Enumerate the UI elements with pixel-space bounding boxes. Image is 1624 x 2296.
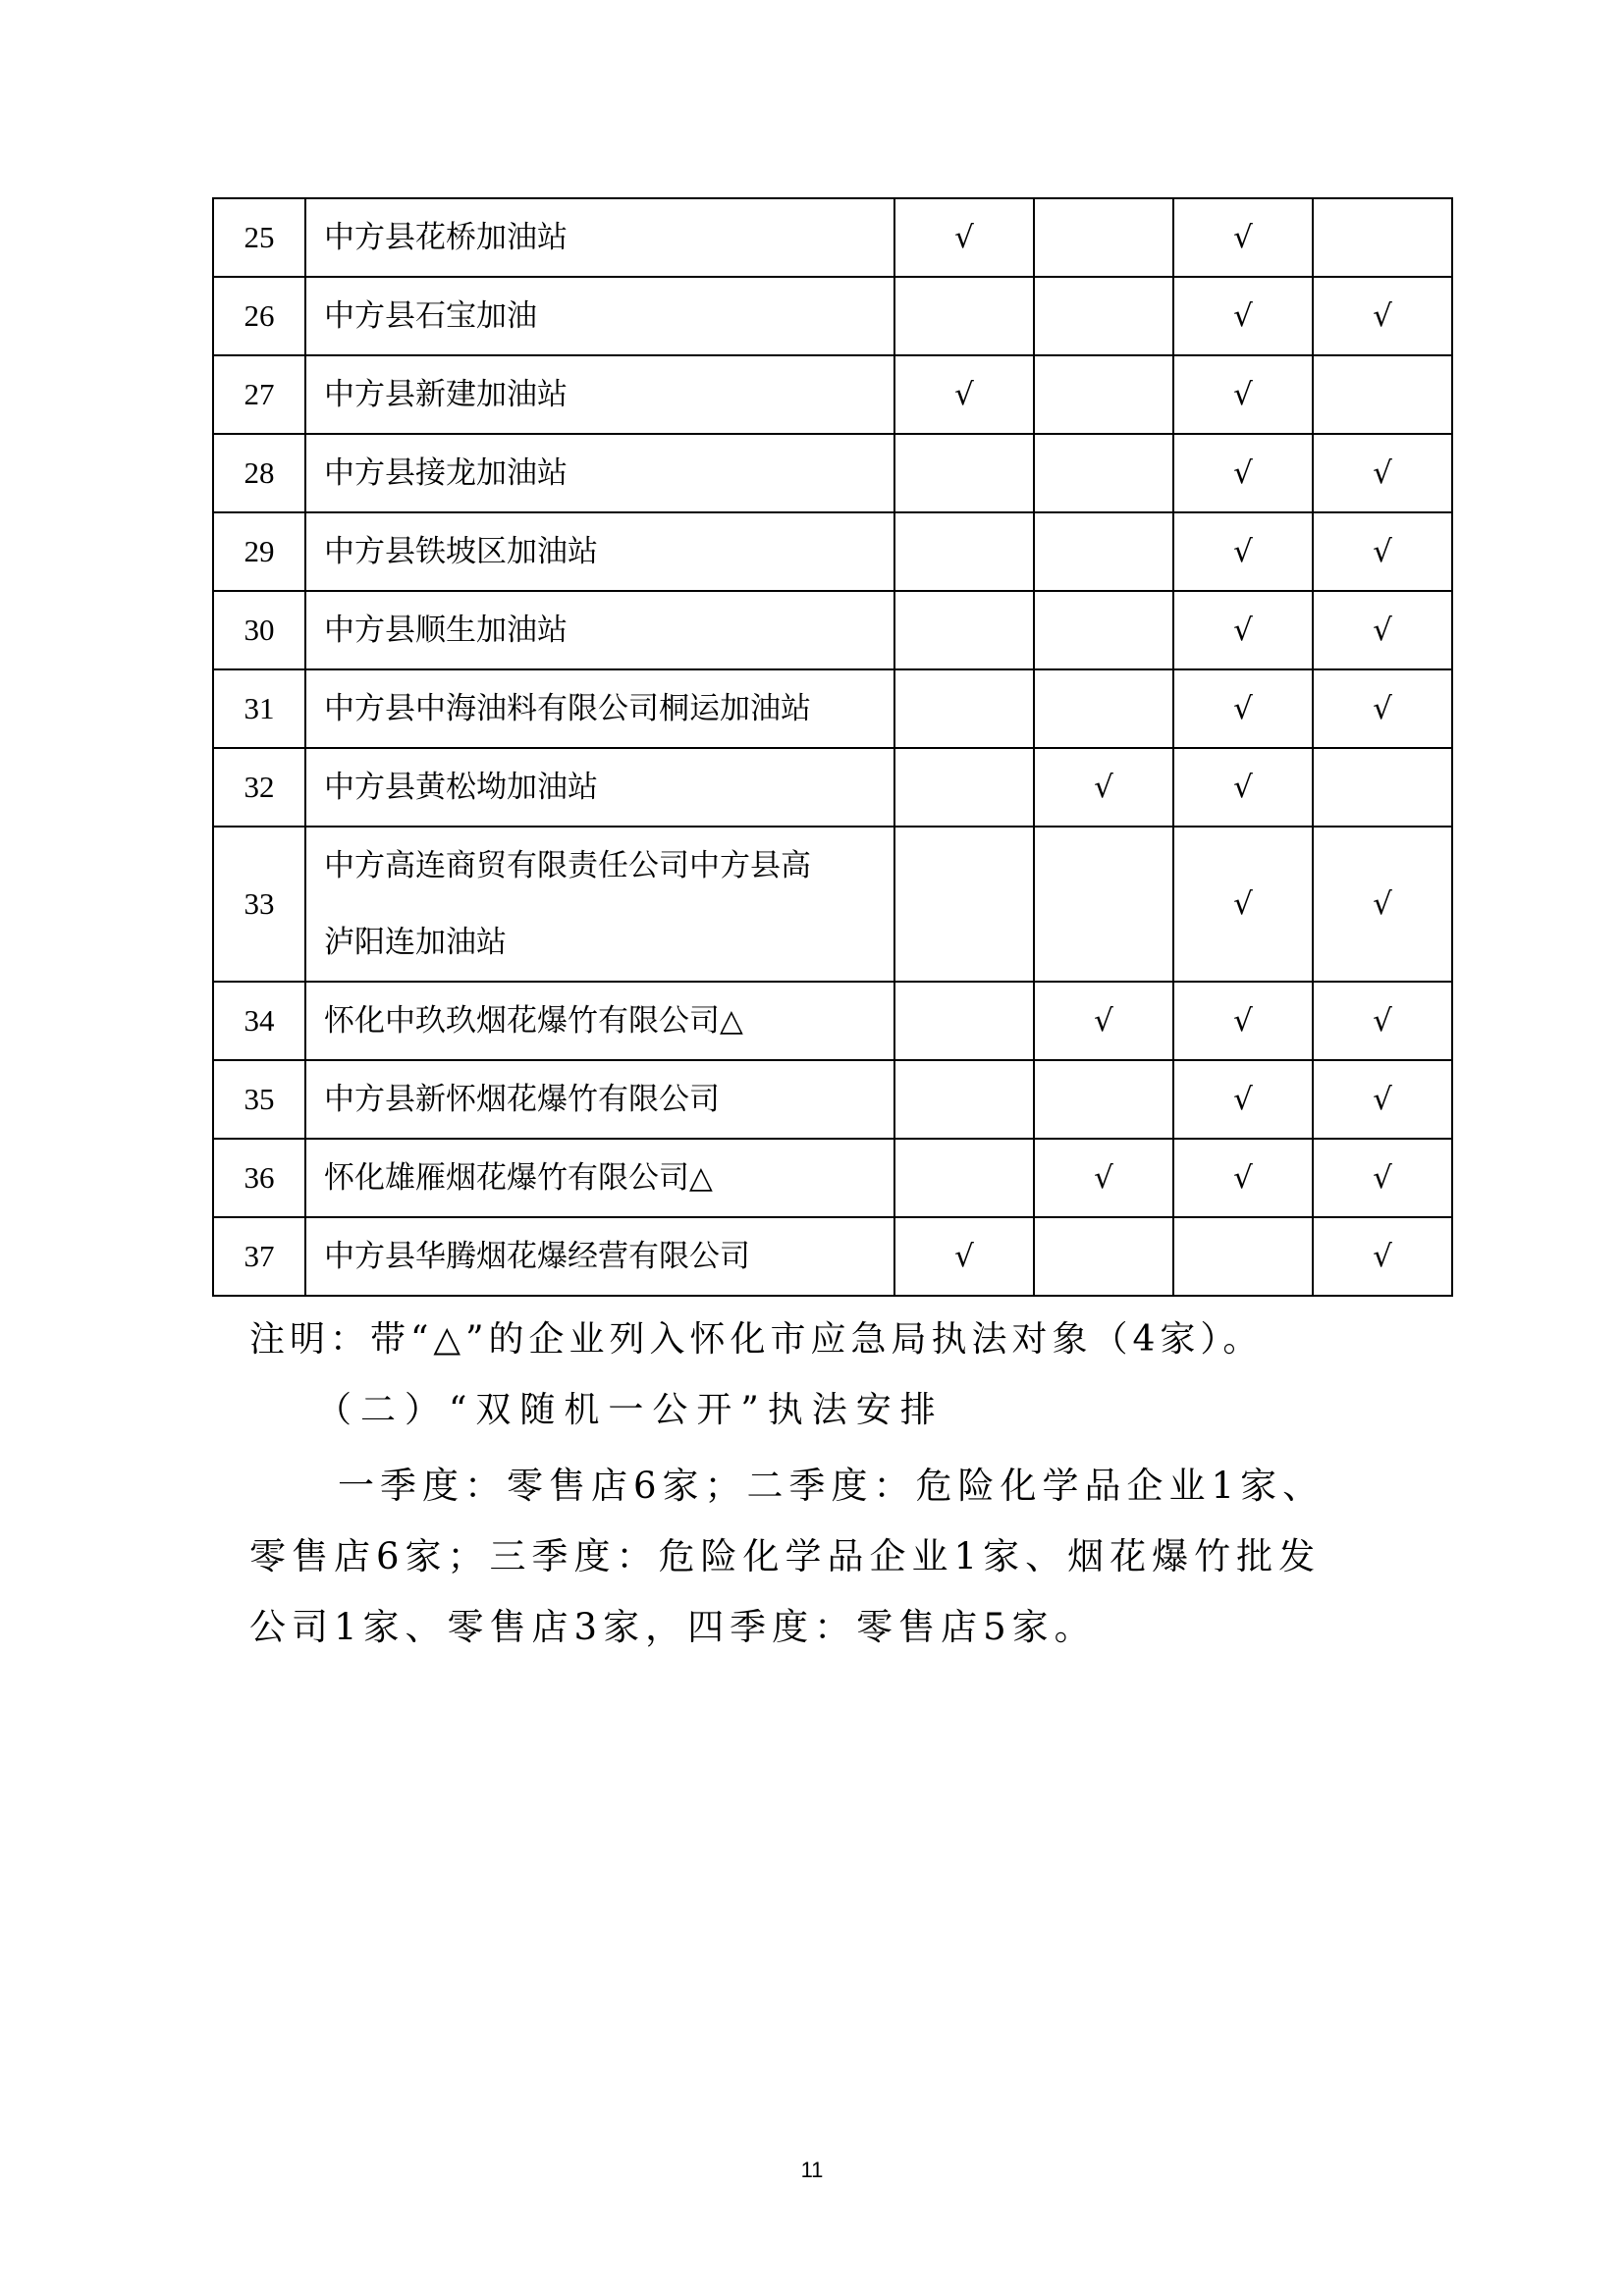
check-cell — [894, 277, 1034, 355]
row-number: 31 — [213, 669, 305, 748]
table-row — [213, 591, 1452, 669]
row-number: 36 — [213, 1139, 305, 1217]
row-number: 27 — [213, 355, 305, 434]
row-number: 37 — [213, 1217, 305, 1296]
enterprise-name-line: 中方县顺生加油站 — [324, 613, 568, 648]
check-cell: √ — [1173, 355, 1313, 434]
check-cell: √ — [894, 198, 1034, 277]
row-number: 34 — [213, 982, 305, 1060]
paragraph-line: 公司1家、零售店3家，四季度：零售店5家。 — [249, 1606, 1097, 1648]
check-cell: √ — [1313, 591, 1452, 669]
check-cell: √ — [1313, 982, 1452, 1060]
check-cell — [1034, 277, 1173, 355]
check-cell: √ — [1173, 434, 1313, 512]
table-row — [213, 512, 1452, 591]
check-cell — [894, 1139, 1034, 1217]
enterprise-name — [305, 669, 894, 748]
section-heading: （二）“双随机一公开”执法安排 — [316, 1390, 945, 1430]
enterprise-name — [305, 982, 894, 1060]
check-cell — [1034, 198, 1173, 277]
row-number: 28 — [213, 434, 305, 512]
table-note: 注明：带“△”的企业列入怀化市应急局执法对象（4家）。 — [249, 1319, 1264, 1360]
check-cell: √ — [1173, 591, 1313, 669]
enterprise-name-line: 中方县花桥加油站 — [324, 220, 568, 255]
enterprise-name — [305, 827, 894, 982]
check-cell: √ — [1313, 827, 1452, 982]
check-cell: √ — [1173, 1139, 1313, 1217]
table-row — [213, 982, 1452, 1060]
check-cell — [1034, 1060, 1173, 1139]
check-cell — [1034, 1217, 1173, 1296]
page-number: 11 — [800, 2158, 824, 2182]
check-cell — [1034, 434, 1173, 512]
check-cell: √ — [1034, 1139, 1173, 1217]
check-cell — [894, 748, 1034, 827]
check-cell: √ — [1313, 434, 1452, 512]
paragraph-line: 一季度：零售店6家；二季度：危险化学品企业1家、 — [338, 1465, 1326, 1507]
table-row — [213, 669, 1452, 748]
table-row — [213, 434, 1452, 512]
table-row — [213, 1139, 1452, 1217]
table-row — [213, 1060, 1452, 1139]
check-cell — [1173, 1217, 1313, 1296]
table-row — [213, 748, 1452, 827]
check-cell: √ — [1173, 198, 1313, 277]
table-row — [213, 198, 1452, 277]
check-cell: √ — [1313, 277, 1452, 355]
check-cell — [1034, 669, 1173, 748]
check-cell — [1034, 355, 1173, 434]
row-number: 25 — [213, 198, 305, 277]
check-cell: √ — [1313, 1217, 1452, 1296]
check-cell: √ — [1173, 1060, 1313, 1139]
check-cell — [894, 669, 1034, 748]
enterprise-name-line: 泸阳连加油站 — [324, 925, 507, 960]
enterprise-name-line: 怀化雄雁烟花爆竹有限公司△ — [324, 1160, 713, 1196]
check-cell: √ — [1034, 748, 1173, 827]
check-cell — [894, 827, 1034, 982]
table-row — [213, 827, 1452, 982]
enterprise-name-line: 中方县华腾烟花爆经营有限公司 — [324, 1239, 750, 1274]
check-cell: √ — [1313, 1139, 1452, 1217]
schedule-paragraph — [249, 1451, 1388, 1663]
enterprise-name — [305, 1139, 894, 1217]
check-cell: √ — [1173, 277, 1313, 355]
row-number: 33 — [213, 827, 305, 982]
check-cell: √ — [1173, 982, 1313, 1060]
check-cell: √ — [1173, 512, 1313, 591]
enterprise-name — [305, 277, 894, 355]
check-cell: √ — [894, 355, 1034, 434]
enterprise-name — [305, 434, 894, 512]
row-number: 26 — [213, 277, 305, 355]
enterprise-name-line: 中方高连商贸有限责任公司中方县高 — [324, 848, 811, 883]
check-cell — [1313, 355, 1452, 434]
row-number: 29 — [213, 512, 305, 591]
check-cell — [894, 434, 1034, 512]
paragraph-line: 零售店6家；三季度：危险化学品企业1家、烟花爆竹批发 — [249, 1535, 1322, 1577]
enterprise-name — [305, 198, 894, 277]
check-cell — [1313, 198, 1452, 277]
check-cell — [1034, 512, 1173, 591]
check-cell: √ — [1173, 827, 1313, 982]
check-cell: √ — [1173, 669, 1313, 748]
check-cell: √ — [1313, 512, 1452, 591]
enterprise-name-line: 中方县铁坡区加油站 — [324, 534, 598, 569]
check-cell — [1034, 591, 1173, 669]
enterprise-name-line: 中方县黄松坳加油站 — [324, 770, 598, 805]
enterprise-name-line: 中方县中海油料有限公司桐运加油站 — [324, 691, 811, 726]
check-cell — [1313, 748, 1452, 827]
row-number: 30 — [213, 591, 305, 669]
check-cell — [894, 1060, 1034, 1139]
table-row — [213, 1217, 1452, 1296]
enterprise-name — [305, 748, 894, 827]
enterprise-name-line: 中方县新建加油站 — [324, 377, 568, 412]
row-number: 32 — [213, 748, 305, 827]
inspection-table — [212, 197, 1453, 1297]
check-cell — [894, 512, 1034, 591]
check-cell — [1034, 827, 1173, 982]
enterprise-name-line: 中方县新怀烟花爆竹有限公司 — [324, 1082, 720, 1117]
row-number: 35 — [213, 1060, 305, 1139]
table-row — [213, 277, 1452, 355]
enterprise-name-line: 怀化中玖玖烟花爆竹有限公司△ — [324, 1003, 743, 1039]
check-cell: √ — [1313, 669, 1452, 748]
enterprise-name-line: 中方县石宝加油 — [324, 298, 537, 334]
enterprise-name — [305, 512, 894, 591]
enterprise-name — [305, 591, 894, 669]
inspection-table-body — [213, 198, 1452, 1296]
check-cell: √ — [894, 1217, 1034, 1296]
table-row — [213, 355, 1452, 434]
check-cell: √ — [1034, 982, 1173, 1060]
check-cell: √ — [1313, 1060, 1452, 1139]
enterprise-name — [305, 355, 894, 434]
enterprise-name-line: 中方县接龙加油站 — [324, 455, 568, 491]
enterprise-name — [305, 1060, 894, 1139]
check-cell — [894, 591, 1034, 669]
enterprise-name — [305, 1217, 894, 1296]
check-cell: √ — [1173, 748, 1313, 827]
check-cell — [894, 982, 1034, 1060]
